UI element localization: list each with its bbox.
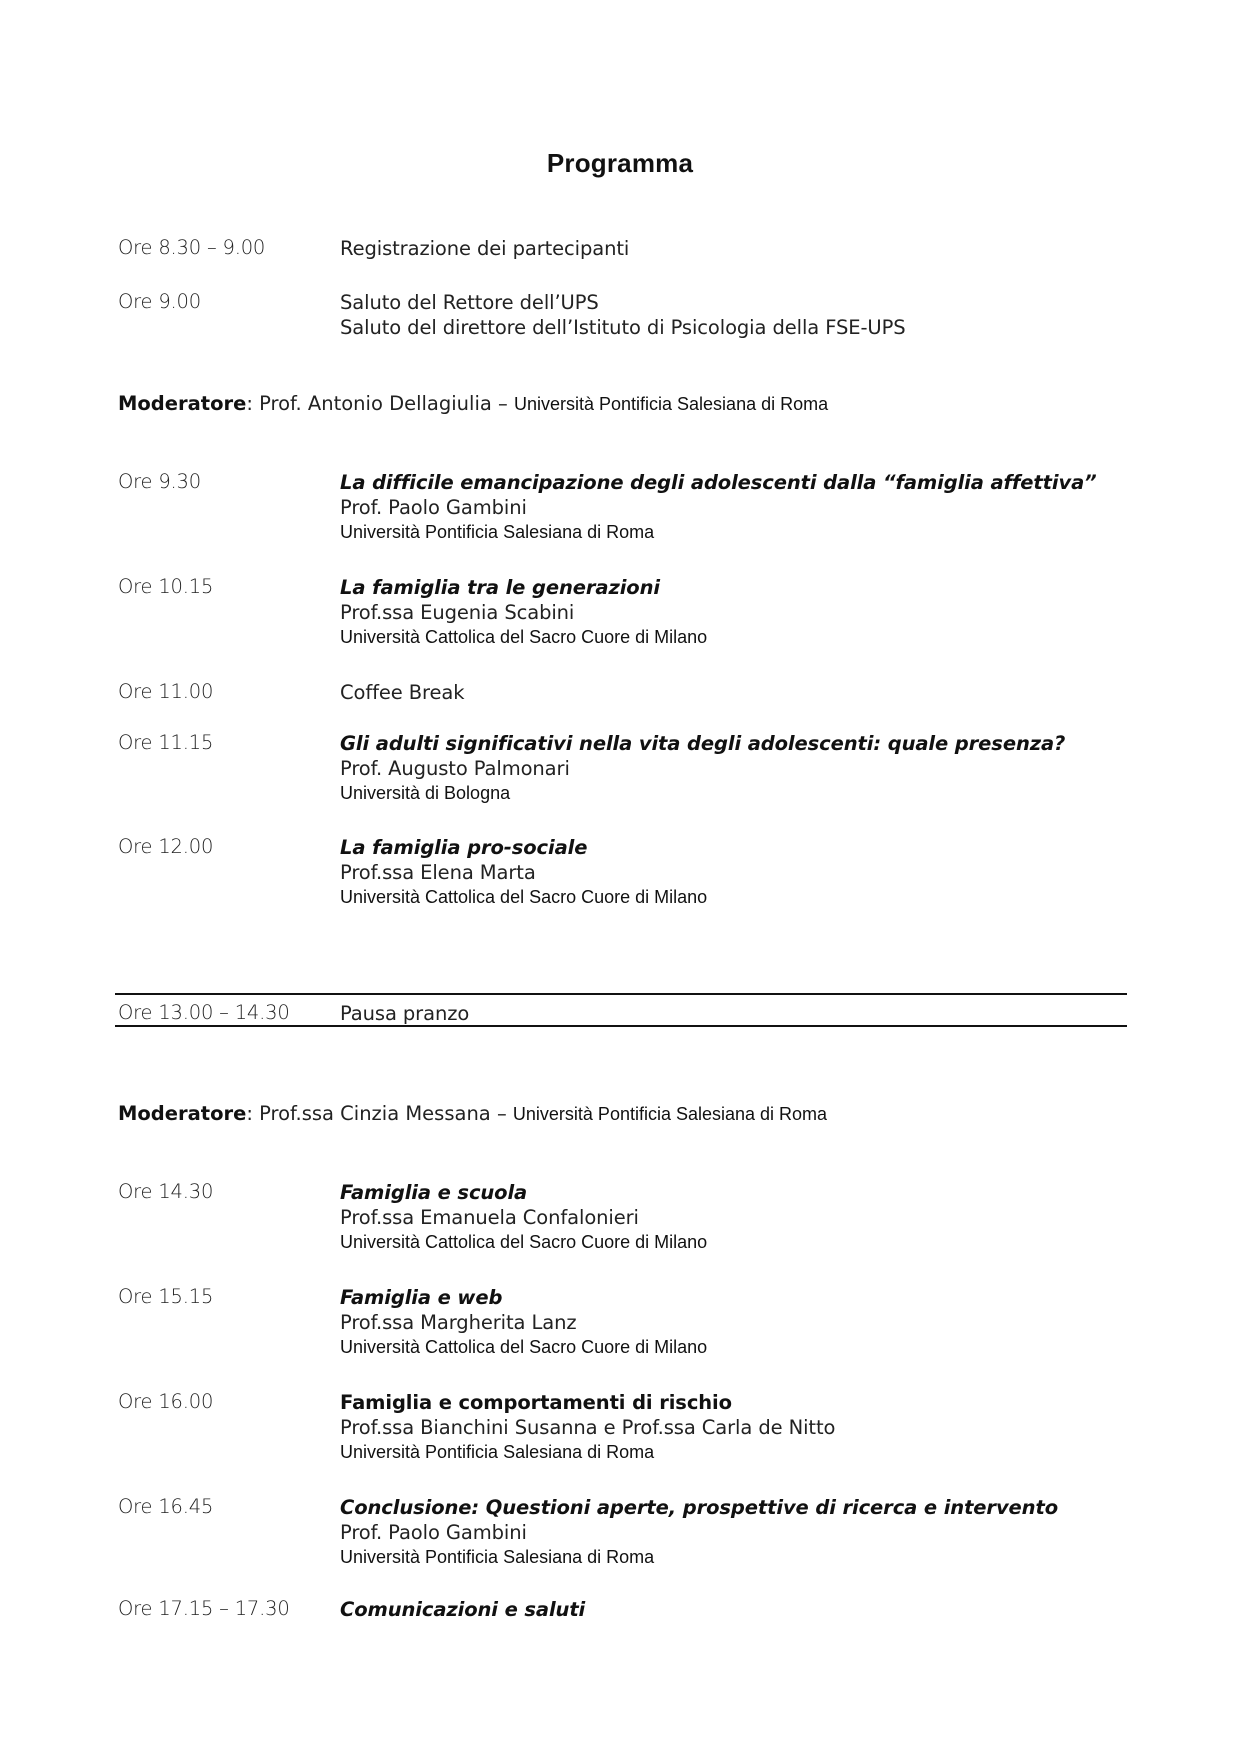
session-block	[340, 470, 1140, 545]
greetings-block	[340, 290, 1140, 340]
time-lunch: Ore 13.00 – 14.30	[118, 1001, 290, 1024]
session-institution: Università Pontificia Salesiana di Roma	[340, 1547, 655, 1567]
session-institution: Università Pontificia Salesiana di Roma	[340, 1442, 655, 1462]
time-session: Ore 16.45	[118, 1495, 214, 1518]
session-block	[340, 1390, 1140, 1465]
session-block	[340, 1180, 1140, 1255]
session-title: Gli adulti significativi nella vita degli adolescenti: quale presenza?	[340, 732, 1066, 755]
session-speaker: Prof.ssa Bianchini Susanna e Prof.ssa Carla de Nitto	[340, 1416, 836, 1439]
session-institution: Università Cattolica del Sacro Cuore di Milano	[340, 887, 708, 907]
session-title: La difficile emancipazione degli adolescenti dalla “famiglia affettiva”	[340, 471, 1097, 494]
time-session: Ore 14.30	[118, 1180, 214, 1203]
closing-title: Comunicazioni e saluti	[340, 1598, 586, 1621]
moderator-name: Prof. Antonio Dellagiulia	[259, 392, 492, 415]
closing-block	[340, 1597, 1140, 1622]
session-title: Conclusione: Questioni aperte, prospettive di ricerca e intervento	[340, 1496, 1058, 1519]
greeting-rector: Saluto del Rettore dell’UPS	[340, 291, 599, 314]
moderator-institution: Università Pontificia Salesiana di Roma	[513, 394, 829, 414]
session-title: La famiglia tra le generazioni	[340, 576, 660, 599]
time-session: Ore 15.15	[118, 1285, 214, 1308]
session-institution: Università Cattolica del Sacro Cuore di Milano	[340, 627, 708, 647]
session-block	[340, 835, 1140, 910]
session-title: Famiglia e web	[340, 1286, 503, 1309]
session-speaker: Prof.ssa Elena Marta	[340, 861, 536, 884]
session-block	[340, 575, 1140, 650]
moderator-label: Moderatore	[118, 1102, 247, 1125]
session-institution: Università di Bologna	[340, 783, 511, 803]
time-session: Ore 16.00	[118, 1390, 214, 1413]
lunch-block	[340, 1001, 1140, 1026]
session-institution: Università Cattolica del Sacro Cuore di Milano	[340, 1337, 708, 1357]
time-session: Ore 10.15	[118, 575, 214, 598]
session-speaker: Prof.ssa Margherita Lanz	[340, 1311, 577, 1334]
registration-block	[340, 236, 1140, 261]
divider-top	[115, 993, 1127, 995]
time-session: Ore 11.15	[118, 731, 214, 754]
session-institution: Università Cattolica del Sacro Cuore di Milano	[340, 1232, 708, 1252]
time-registration: Ore 8.30 – 9.00	[118, 236, 266, 259]
session-block	[340, 1495, 1140, 1570]
registration-label: Registrazione dei partecipanti	[340, 237, 630, 260]
session-institution: Università Pontificia Salesiana di Roma	[340, 522, 655, 542]
session-speaker: Prof. Paolo Gambini	[340, 496, 527, 519]
session-title: Famiglia e scuola	[340, 1181, 528, 1204]
moderator-name: Prof.ssa Cinzia Messana	[259, 1102, 491, 1125]
session-block	[340, 1285, 1140, 1360]
lunch-label: Pausa pranzo	[340, 1002, 470, 1025]
page-title: Programma	[546, 148, 694, 178]
coffee-break-label: Coffee Break	[340, 681, 465, 704]
coffee-break-block	[340, 680, 1140, 705]
moderator-label: Moderatore	[118, 392, 247, 415]
session-speaker: Prof.ssa Eugenia Scabini	[340, 601, 575, 624]
moderator-institution: Università Pontificia Salesiana di Roma	[512, 1104, 828, 1124]
session-block	[340, 731, 1140, 806]
greeting-director: Saluto del direttore dell’Istituto di Psicologia della FSE-UPS	[340, 316, 906, 339]
time-closing: Ore 17.15 – 17.30	[118, 1597, 290, 1620]
time-session: Ore 9.30	[118, 470, 201, 493]
divider-bottom	[115, 1025, 1127, 1027]
session-speaker: Prof. Augusto Palmonari	[340, 757, 570, 780]
session-title: Famiglia e comportamenti di rischio	[340, 1391, 732, 1414]
time-coffee-break: Ore 11.00	[118, 680, 214, 703]
session-speaker: Prof.ssa Emanuela Confalonieri	[340, 1206, 639, 1229]
time-greetings: Ore 9.00	[118, 290, 201, 313]
session-title: La famiglia pro-sociale	[340, 836, 588, 859]
time-session: Ore 12.00	[118, 835, 214, 858]
moderator-afternoon: Moderatore: Prof.ssa Cinzia Messana – Università Pontificia Salesiana di Roma	[118, 1102, 828, 1125]
session-speaker: Prof. Paolo Gambini	[340, 1521, 527, 1544]
moderator-morning: Moderatore: Prof. Antonio Dellagiulia – Università Pontificia Salesiana di Roma	[118, 392, 829, 415]
